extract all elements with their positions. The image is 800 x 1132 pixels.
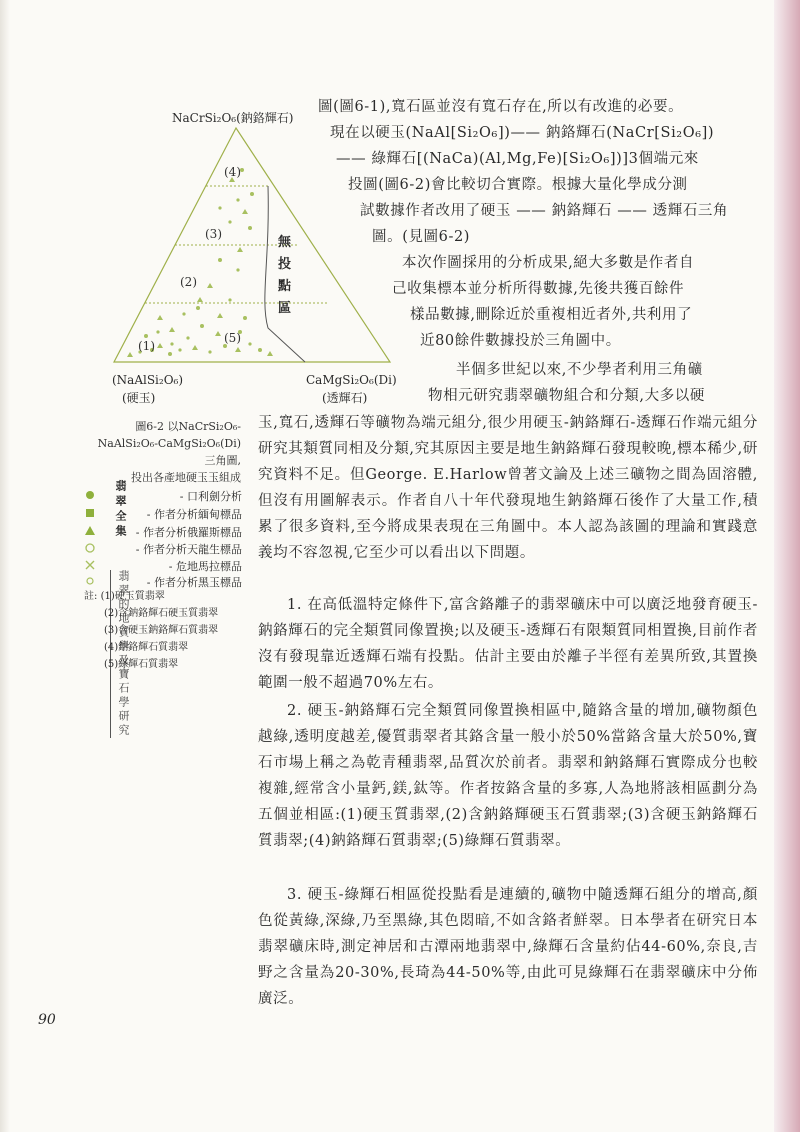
legend-item: - 危地馬拉標品 (82, 558, 242, 574)
sample-point (178, 348, 181, 351)
text-line: 己收集標本並分析所得數據,先後共獲百餘件 (392, 281, 685, 297)
sample-point (250, 192, 254, 196)
sample-point (228, 298, 231, 301)
page-number: 90 (38, 1012, 56, 1028)
paragraph: 玉,寬石,透輝石等礦物為端元組分,很少用硬玉-鈉鉻輝石-透輝石作端元組分研究其類質同相及分類,究其原因主要是地生鈉鉻輝石發現較晚,標本稀少,研究資料不足。但George. E.Harlow曾著文論及上述三礦物之間為固溶體,但沒有用圖解表示。作者自八十年代發現地生鈉鉻輝石後作了大量工作,積累了很多資料,至今將成果表現在三角圖中。本人認為該圖的理論和實踐意義均不容忽視,它至少可以看出以下問題。 (258, 415, 758, 561)
right-vertex-name: (透輝石) (322, 391, 368, 405)
text-line: 圖。(見圖6-2) (372, 229, 471, 245)
left-vertex-formula: (NaAlSi₂O₆) (112, 373, 184, 387)
zone-label-4: (4) (224, 165, 241, 179)
figure-notes (84, 588, 218, 673)
legend-item: - 作者分析黑玉標品 (82, 574, 242, 590)
filled-circle-icon (84, 488, 96, 502)
text-line: 試數據作者改用了硬玉 —— 鈉鉻輝石 —— 透輝石三角 (360, 203, 729, 219)
sample-point (169, 327, 175, 332)
sample-point (207, 283, 213, 288)
sample-point (127, 352, 133, 357)
filled-triangle-icon (84, 524, 96, 538)
caption-line: NaAlSi₂O₆-CaMgSi₂O₆(Di) (97, 437, 241, 450)
legend-item: - 作者分析俄羅斯標品 (82, 524, 242, 540)
sample-point (248, 226, 252, 230)
sample-point (156, 330, 159, 333)
notes-line: 註: (1)硬玉質翡翠 (84, 591, 165, 602)
zone-label-5: (5) (224, 331, 241, 345)
notes-line: (3)含硬玉鈉鉻輝石質翡翠 (104, 625, 219, 636)
text-line: 半個多世紀以來,不少學者利用三角礦 (456, 362, 703, 378)
text-line: —— 綠輝石[(NaCa)(Al,Mg,Fe)[Si₂O₆])]3個端元來 (336, 151, 699, 167)
left-vertex-name: (硬玉) (122, 391, 156, 405)
text-line: 現在以硬玉(NaAl[Si₂O₆])—— 鈉鉻輝石(NaCr[Si₂O₆]) (330, 125, 715, 141)
zone-label-2: (2) (180, 275, 197, 289)
open-circle-small-icon (84, 574, 96, 588)
sample-point (144, 334, 148, 338)
zone-label-1: (1) (138, 339, 155, 353)
sample-point (243, 316, 247, 320)
paragraph: 3. 硬玉-綠輝石相區從投點看是連續的,礦物中隨透輝石組分的增高,顏色從黃綠,深綠,乃至黑綠,其色悶暗,不如含鉻者鮮翠。日本學者在研究日本翡翠礦床時,測定神居和古潭兩地翡翠中,綠輝石含量約佔44-60%,奈良,吉野之含量為20-30%,長琦為44-50%等,由此可見綠輝石在翡翠礦床中分佈廣泛。 (258, 887, 758, 1007)
sample-point (157, 315, 163, 320)
sample-point (217, 313, 223, 318)
text-line: 樣品數據,刪除近於重複相近者外,共利用了 (410, 307, 693, 323)
text-line: 投圖(圖6-2)會比較切合實際。根據大量化學成分測 (348, 177, 688, 193)
sample-point (258, 348, 262, 352)
side-tab-subtitle: 翡翠的地質學及寶石學研究 (110, 570, 131, 738)
sample-point (157, 343, 163, 348)
notes-line: (4)鈉鉻輝石質翡翠 (104, 642, 189, 653)
zone-label-3: (3) (205, 227, 222, 241)
sample-point (228, 220, 231, 223)
paragraph: 2. 硬玉-鈉鉻輝石完全類質同像置換相區中,隨鉻含量的增加,礦物顏色越綠,透明度越差,優質翡翠者其鉻含量一般小於50%當鉻含量大於50%,寶石市場上稱之為乾青種翡翠,品質次於前者。翡翠和鈉鉻輝石實際成分也較複雜,經常含小量鈣,鎂,鈦等。作者按鉻含量的多寡,人為地將該相區劃分為五個並相區:(1)硬玉質翡翠,(2)含鈉鉻輝硬玉石質翡翠;(3)含硬玉鈉鉻輝石質翡翠;(4)鈉鉻輝石質翡翠;(5)綠輝石質翡翠。 (258, 703, 758, 849)
sample-point (182, 312, 185, 315)
sample-point (197, 297, 203, 302)
sample-point (168, 352, 172, 356)
notes-line: (2)含鈉鉻輝石硬玉質翡翠 (104, 608, 219, 619)
sample-point (248, 342, 251, 345)
figure-caption (86, 418, 241, 486)
cross-icon (84, 558, 96, 572)
sample-point (242, 209, 248, 214)
paragraph: 1. 在高低溫特定條件下,富含鉻離子的翡翠礦床中可以廣泛地發育硬玉-鈉鉻輝石的完全類質同像置換;以及硬玉-透輝石有限類質同相置換,目前作者沒有發現靠近透輝石端有投點。估計主要由於離子半徑有差異所致,其置換範圍一般不超過70%左右。 (258, 597, 758, 691)
side-tab-title: 翡翠全集 (114, 480, 127, 540)
right-vertex-formula: CaMgSi₂O₆(Di) (306, 373, 397, 387)
legend-item: - 作者分析天龍生標品 (82, 541, 242, 557)
book-binding-edge (774, 0, 800, 1132)
text-line: 近80餘件數據投於三角圖中。 (420, 333, 621, 349)
apex-label: NaCrSi₂O₆(鈉鉻輝石) (172, 111, 294, 125)
text-line: 圖(圖6-1),寬石區並沒有寬石存在,所以有改進的必要。 (318, 99, 684, 115)
text-line: 物相元研究翡翠礦物組合和分類,大多以硬 (428, 388, 706, 404)
legend-item: - 作者分析緬甸標品 (82, 506, 242, 522)
caption-line: 投出各產地硬玉玉組成 (131, 471, 241, 484)
sample-point (186, 336, 189, 339)
sample-point (218, 258, 222, 262)
caption-line: 圖6-2 以NaCrSi₂O₆- (135, 420, 241, 433)
sample-point (236, 268, 239, 271)
notes-line: (5)綠輝石質翡翠 (104, 659, 179, 670)
sample-point (192, 345, 198, 350)
caption-line: 三角圖, (204, 454, 241, 467)
sample-point (267, 351, 273, 356)
sample-point (196, 306, 200, 310)
sample-point (236, 198, 239, 201)
sample-point (218, 206, 221, 209)
sample-point (208, 350, 211, 353)
filled-square-icon (84, 506, 96, 520)
page-gutter (0, 0, 10, 1132)
sample-point (170, 342, 173, 345)
sample-point (237, 247, 243, 252)
sample-point (200, 324, 204, 328)
no-point-zone-label: 無投點區 (278, 235, 292, 316)
sample-point (215, 331, 221, 336)
sample-point (235, 347, 241, 352)
legend-item: - 口利劍分析 (82, 488, 242, 504)
text-line: 本次作圖採用的分析成果,絕大多數是作者自 (402, 255, 695, 271)
open-circle-icon (84, 541, 96, 555)
